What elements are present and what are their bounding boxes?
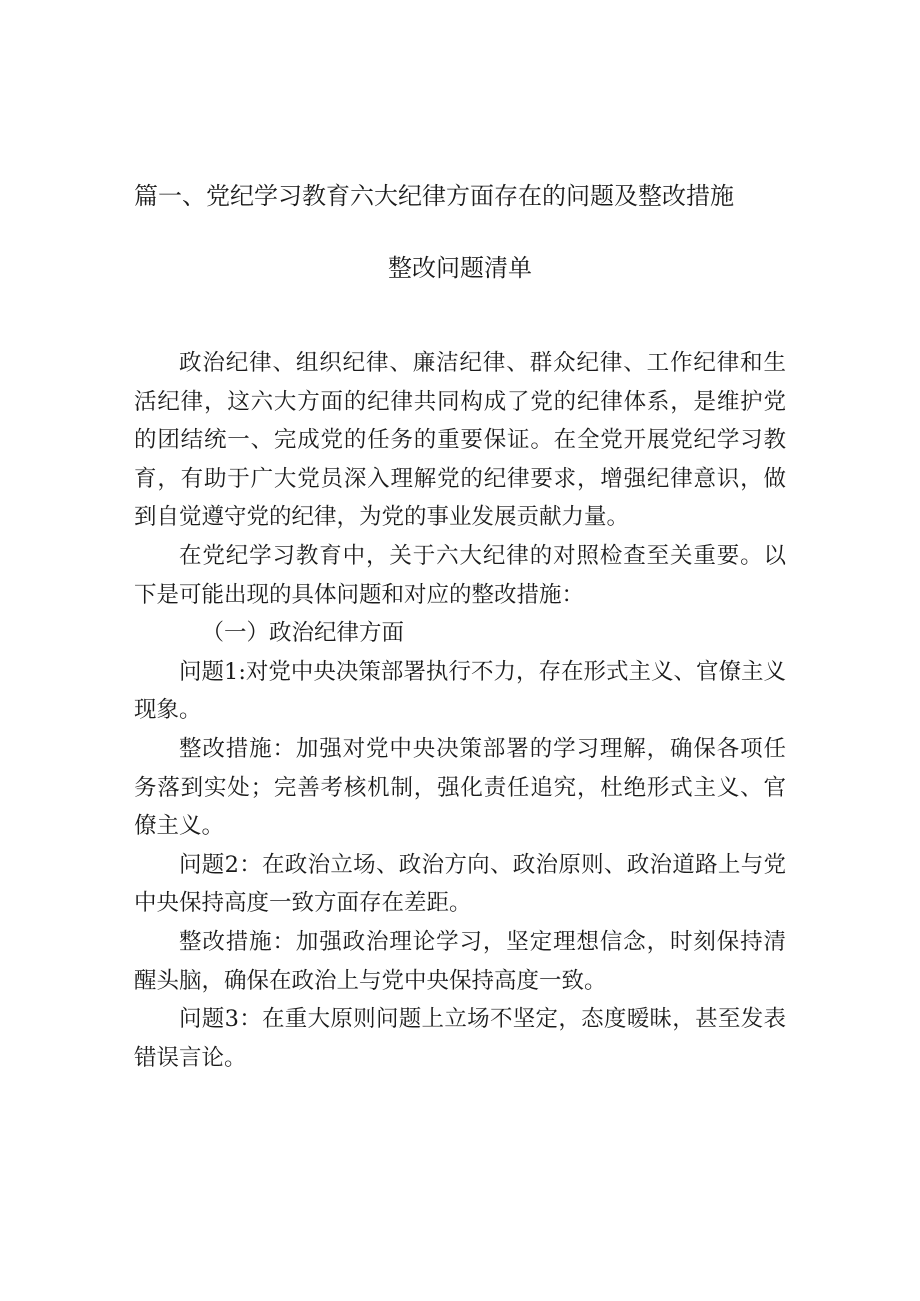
section-heading: （一）政治纪律方面: [201, 620, 405, 647]
document-title: 篇一、党纪学习教育六大纪律方面存在的问题及整改措施: [134, 182, 734, 210]
problem-paragraph: 问题3：在重大原则问题上立场不坚定，态度暧昧，甚至发表错误言论。: [134, 1006, 786, 1071]
intro-paragraph: 政治纪律、组织纪律、廉洁纪律、群众纪律、工作纪律和生活纪律，这六大方面的纪律共同构成了党的纪律体系，是维护党的团结统一、完成党的任务的重要保证。在全党开展党纪学习教育，有助于广大党员深入理解党的纪律要求，增强纪律意识，做到自觉遵守党的纪律，为党的事业发展贡献力量。: [134, 350, 786, 531]
context-paragraph: 在党纪学习教育中，关于六大纪律的对照检查至关重要。以下是可能出现的具体问题和对应的整改措施：: [134, 542, 786, 608]
document-subtitle: 整改问题清单: [388, 254, 532, 282]
problem-paragraph: 问题1:对党中央决策部署执行不力，存在形式主义、官僚主义现象。: [134, 658, 786, 724]
document-body: [134, 344, 786, 1077]
measure-paragraph: 整改措施：加强对党中央决策部署的学习理解，确保各项任务落到实处；完善考核机制，强化责任追究，杜绝形式主义、官僚主义。: [134, 735, 786, 840]
problem-paragraph: 问题2：在政治立场、政治方向、政治原则、政治道路上与党中央保持高度一致方面存在差距。: [134, 851, 786, 917]
measure-paragraph: 整改措施：加强政治理论学习，坚定理想信念，时刻保持清醒头脑，确保在政治上与党中央保持高度一致。: [134, 928, 786, 994]
